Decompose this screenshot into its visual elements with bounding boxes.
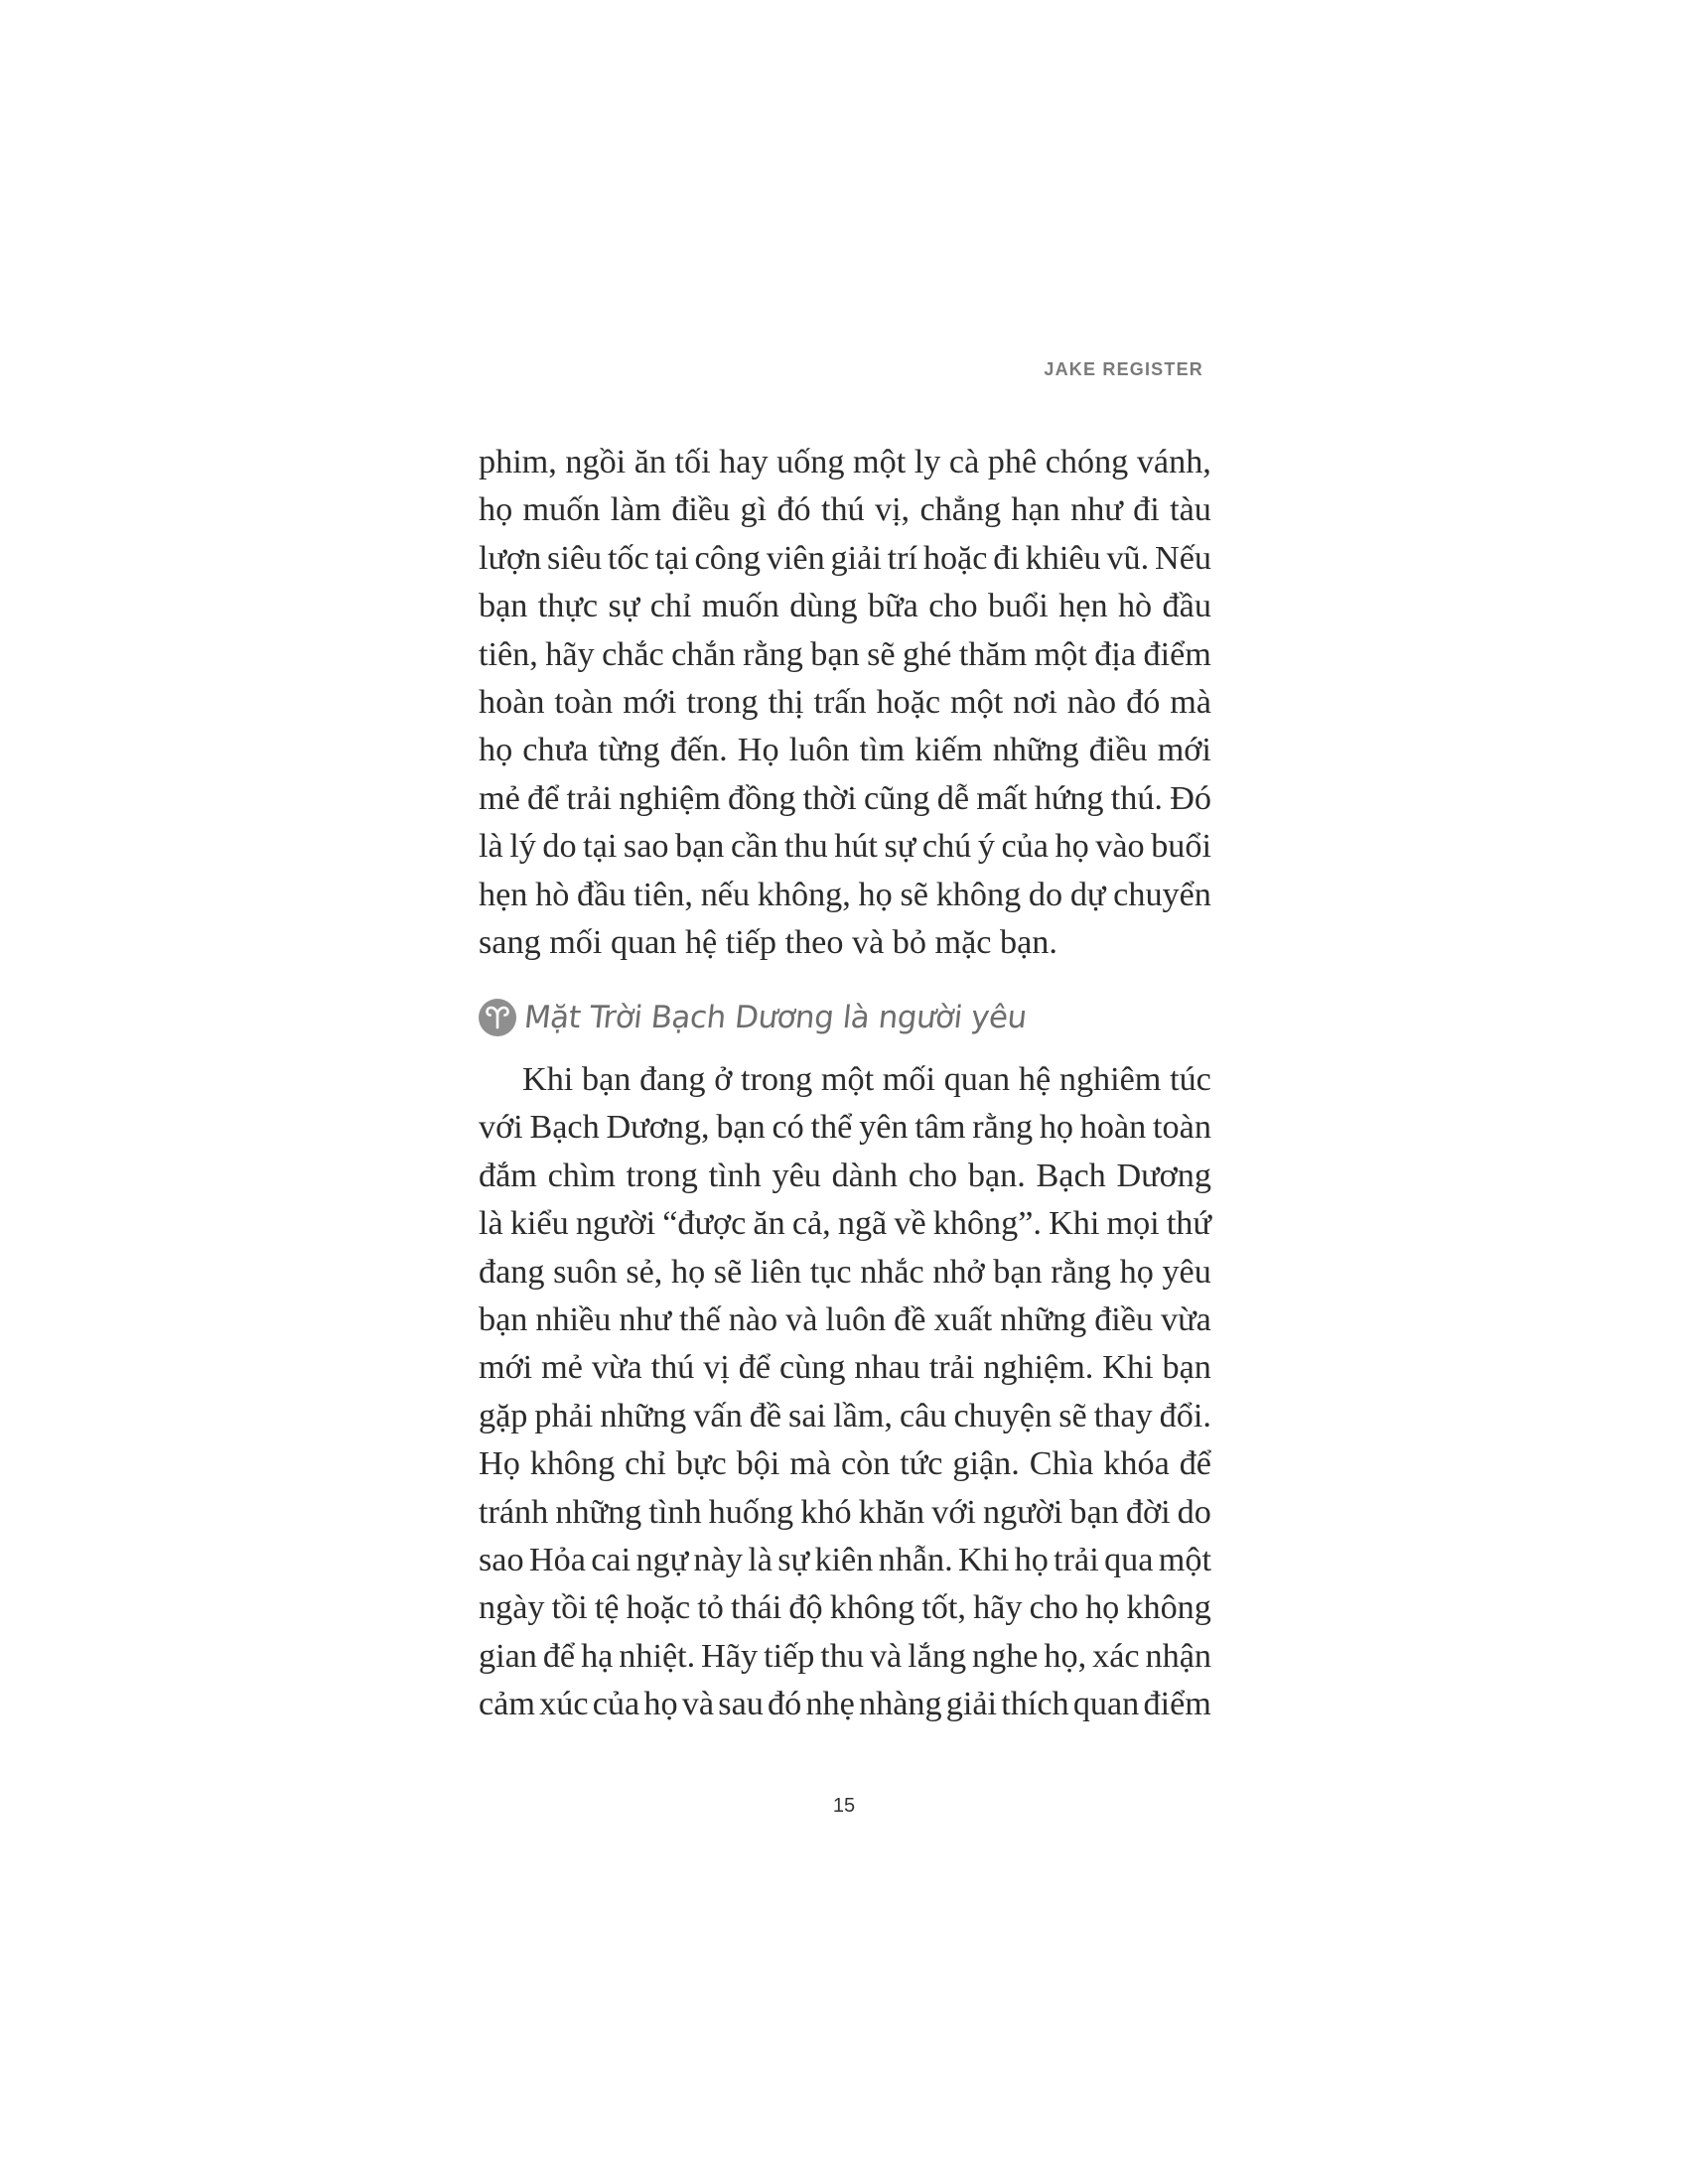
text-line: là kiểu người “được ăn cả, ngã về không”. Khi mọi thứ <box>479 1205 1211 1243</box>
text-line: hẹn hò đầu tiên, nếu không, họ sẽ không do dự chuyển <box>479 876 1211 913</box>
text-line: mẻ để trải nghiệm đồng thời cũng dễ mất hứng thú. Đó <box>479 779 1211 817</box>
section-heading-title: Mặt Trời Bạch Dương là người yêu <box>522 1000 1029 1035</box>
text-line: phim, ngồi ăn tối hay uống một ly cà phê chóng vánh, <box>479 444 1211 480</box>
text-line: sao Hỏa cai ngự này là sự kiên nhẫn. Khi họ trải qua một <box>479 1542 1211 1579</box>
section-heading <box>479 993 1027 1042</box>
text-line: Họ không chỉ bực bội mà còn tức giận. Chìa khóa để <box>479 1445 1211 1483</box>
text-line: lượn siêu tốc tại công viên giải trí hoặc đi khiêu vũ. Nếu <box>479 539 1211 577</box>
text-line: gian để hạ nhiệt. Hãy tiếp thu và lắng nghe họ, xác nhận <box>479 1637 1211 1675</box>
text-line: với Bạch Dương, bạn có thể yên tâm rằng họ hoàn toàn <box>479 1109 1211 1147</box>
text-line: đắm chìm trong tình yêu dành cho bạn. Bạch Dương <box>479 1157 1211 1194</box>
text-line: tránh những tình huống khó khăn với người bạn đời do <box>479 1493 1211 1531</box>
text-line: gặp phải những vấn đề sai lầm, câu chuyện sẽ thay đổi. <box>479 1397 1211 1434</box>
paragraph-2 <box>479 1056 1211 1729</box>
running-header: JAKE REGISTER <box>1044 359 1203 379</box>
text-line: là lý do tại sao bạn cần thu hút sự chú ý của họ vào buổi <box>479 828 1211 866</box>
text-line: bạn thực sự chỉ muốn dùng bữa cho buổi hẹn hò đầu <box>479 588 1211 625</box>
text-line: cảm xúc của họ và sau đó nhẹ nhàng giải thích quan điểm <box>479 1686 1211 1723</box>
paragraph-1 <box>479 439 1211 967</box>
text-line: họ chưa từng đến. Họ luôn tìm kiếm những điều mới <box>479 732 1211 769</box>
page-number: 15 <box>832 1795 856 1817</box>
text-line: tiên, hãy chắc chắn rằng bạn sẽ ghé thăm một địa điểm <box>479 635 1211 673</box>
text-line: Khi bạn đang ở trong một mối quan hệ nghiêm túc <box>522 1061 1211 1098</box>
text-line: hoàn toàn mới trong thị trấn hoặc một nơi nào đó mà <box>479 684 1211 722</box>
text-line: sang mối quan hệ tiếp theo và bỏ mặc bạn. <box>479 924 1057 962</box>
text-line: họ muốn làm điều gì đó thú vị, chẳng hạn như đi tàu <box>479 491 1211 529</box>
text-line: mới mẻ vừa thú vị để cùng nhau trải nghiệm. Khi bạn <box>479 1349 1211 1387</box>
text-line: đang suôn sẻ, họ sẽ liên tục nhắc nhở bạn rằng họ yêu <box>479 1253 1211 1291</box>
text-line: ngày tồi tệ hoặc tỏ thái độ không tốt, hãy cho họ không <box>479 1589 1211 1627</box>
aries-icon <box>479 999 516 1036</box>
text-line: bạn nhiều như thế nào và luôn đề xuất những điều vừa <box>479 1301 1211 1339</box>
